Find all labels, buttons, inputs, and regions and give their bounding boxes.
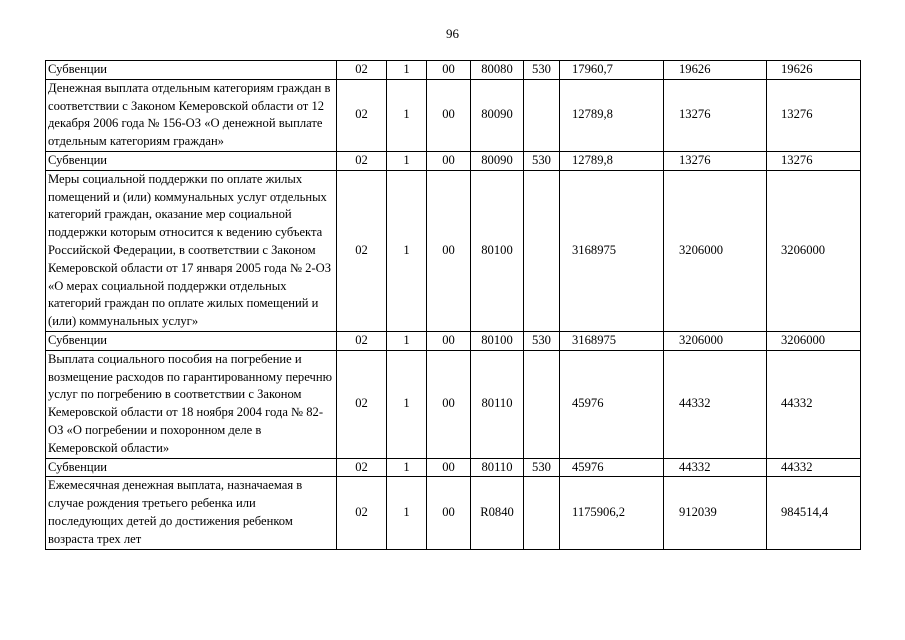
expense-type-cell (524, 170, 560, 331)
table-row (46, 170, 861, 331)
table-row (46, 458, 861, 477)
amount-year3-cell: 13276 (767, 79, 861, 151)
amount-year1-cell: 17960,7 (560, 61, 664, 80)
direction-code-cell: 80110 (471, 350, 524, 458)
table-body (46, 61, 861, 550)
direction-code-cell: 80110 (471, 458, 524, 477)
amount-year2-cell: 44332 (664, 350, 767, 458)
amount-year1-cell: 45976 (560, 350, 664, 458)
table-row (46, 331, 861, 350)
subprogram-code-cell: 00 (427, 79, 471, 151)
program-code-cell: 1 (387, 331, 427, 350)
direction-code-cell: 80100 (471, 170, 524, 331)
row-name-cell: Субвенции (46, 61, 337, 80)
amount-year3-cell: 3206000 (767, 170, 861, 331)
program-code-cell: 1 (387, 170, 427, 331)
amount-year3-cell: 19626 (767, 61, 861, 80)
amount-year2-cell: 3206000 (664, 331, 767, 350)
amount-year3-cell: 44332 (767, 350, 861, 458)
row-name-cell: Меры социальной поддержки по оплате жилых помещений и (или) коммунальных услуг отдельных категорий граждан, оказание мер социальной поддержки которым относится к ведению субъекта Российской Федерации, в соответствии с Законом Кемеровской области от 17 января 2005 года № 2-ОЗ «О мерах социальной поддержки отдельных категорий граждан по оплате жилых помещений и (или) коммунальных услуг» (46, 170, 337, 331)
amount-year1-cell: 3168975 (560, 331, 664, 350)
amount-year2-cell: 44332 (664, 458, 767, 477)
direction-code-cell: 80100 (471, 331, 524, 350)
expense-type-cell: 530 (524, 458, 560, 477)
subprogram-code-cell: 00 (427, 331, 471, 350)
row-name-cell: Субвенции (46, 151, 337, 170)
expense-type-cell: 530 (524, 331, 560, 350)
subprogram-code-cell: 00 (427, 170, 471, 331)
program-code-cell: 1 (387, 61, 427, 80)
program-code-cell: 1 (387, 79, 427, 151)
subprogram-code-cell: 00 (427, 61, 471, 80)
direction-code-cell: 80080 (471, 61, 524, 80)
table-row (46, 350, 861, 458)
row-name-cell: Ежемесячная денежная выплата, назначаемая в случае рождения третьего ребенка или последующих детей до достижения ребенком возраста трех лет (46, 477, 337, 549)
amount-year1-cell: 12789,8 (560, 79, 664, 151)
row-name-cell: Субвенции (46, 331, 337, 350)
amount-year2-cell: 13276 (664, 151, 767, 170)
amount-year3-cell: 13276 (767, 151, 861, 170)
amount-year2-cell: 912039 (664, 477, 767, 549)
subprogram-code-cell: 00 (427, 458, 471, 477)
subprogram-code-cell: 00 (427, 477, 471, 549)
amount-year1-cell: 45976 (560, 458, 664, 477)
table-row (46, 151, 861, 170)
section-code-cell: 02 (337, 331, 387, 350)
row-name-cell: Выплата социального пособия на погребение и возмещение расходов по гарантированному перечню услуг по погребению в соответствии с Законом Кемеровской области от 18 ноября 2004 года № 82-ОЗ «О погребении и похоронном деле в Кемеровской области» (46, 350, 337, 458)
expense-type-cell (524, 350, 560, 458)
program-code-cell: 1 (387, 477, 427, 549)
row-name-cell: Денежная выплата отдельным категориям граждан в соответствии с Законом Кемеровской области от 12 декабря 2006 года № 156-ОЗ «О денежной выплате отдельным категориям граждан» (46, 79, 337, 151)
expense-type-cell (524, 477, 560, 549)
table-row (46, 61, 861, 80)
amount-year2-cell: 3206000 (664, 170, 767, 331)
subprogram-code-cell: 00 (427, 350, 471, 458)
table-row (46, 477, 861, 549)
amount-year3-cell: 44332 (767, 458, 861, 477)
section-code-cell: 02 (337, 350, 387, 458)
section-code-cell: 02 (337, 477, 387, 549)
direction-code-cell: R0840 (471, 477, 524, 549)
table-row (46, 79, 861, 151)
expense-type-cell (524, 79, 560, 151)
expense-type-cell: 530 (524, 151, 560, 170)
section-code-cell: 02 (337, 170, 387, 331)
amount-year2-cell: 19626 (664, 61, 767, 80)
expense-type-cell: 530 (524, 61, 560, 80)
amount-year3-cell: 984514,4 (767, 477, 861, 549)
amount-year2-cell: 13276 (664, 79, 767, 151)
direction-code-cell: 80090 (471, 151, 524, 170)
section-code-cell: 02 (337, 458, 387, 477)
page-number: 96 (446, 26, 459, 41)
amount-year1-cell: 12789,8 (560, 151, 664, 170)
row-name-cell: Субвенции (46, 458, 337, 477)
program-code-cell: 1 (387, 350, 427, 458)
budget-table (45, 60, 861, 550)
amount-year1-cell: 3168975 (560, 170, 664, 331)
subprogram-code-cell: 00 (427, 151, 471, 170)
section-code-cell: 02 (337, 79, 387, 151)
direction-code-cell: 80090 (471, 79, 524, 151)
amount-year3-cell: 3206000 (767, 331, 861, 350)
program-code-cell: 1 (387, 151, 427, 170)
program-code-cell: 1 (387, 458, 427, 477)
amount-year1-cell: 1175906,2 (560, 477, 664, 549)
section-code-cell: 02 (337, 61, 387, 80)
section-code-cell: 02 (337, 151, 387, 170)
